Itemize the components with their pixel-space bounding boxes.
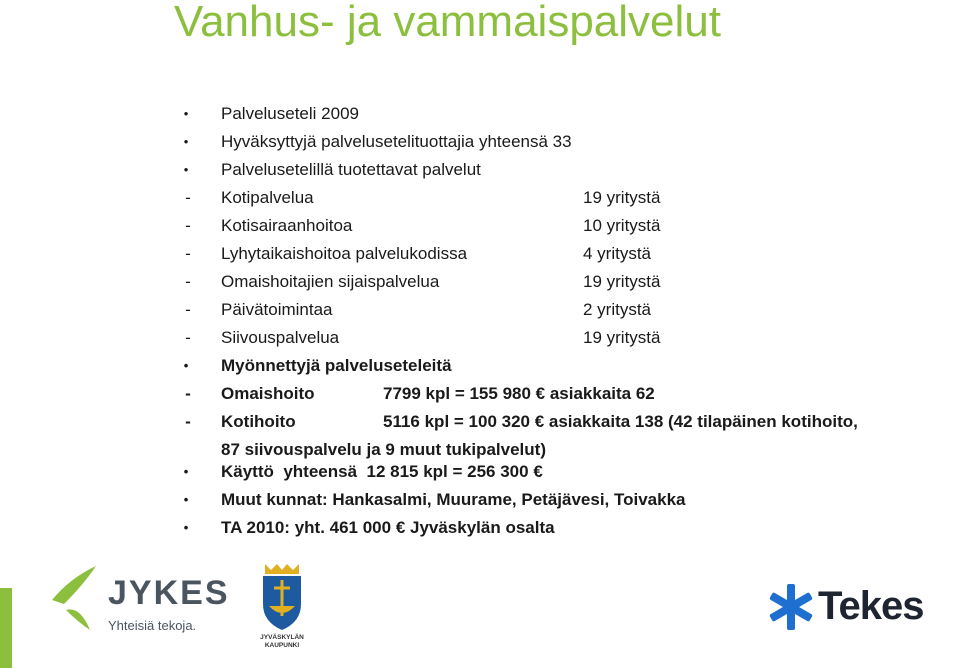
dash-marker: -	[185, 216, 191, 235]
item-value: 5116 kpl = 100 320 € asiakkaita 138 (42 tilapäinen kotihoito,	[383, 412, 858, 431]
jykes-logo	[50, 560, 230, 640]
item-text: Kotipalvelua	[221, 188, 314, 207]
item-text: Kotihoito	[221, 412, 296, 431]
bullet-marker: •	[183, 464, 189, 479]
bullet-marker: •	[183, 106, 189, 121]
bullet-marker: •	[183, 162, 189, 177]
item-value-continued: 87 siivouspalvelu ja 9 muut tukipalvelut)	[221, 440, 546, 459]
dash-marker: -	[185, 384, 191, 403]
jyvaskyla-logo	[255, 560, 309, 668]
item-text: Käyttö yhteensä 12 815 kpl = 256 300 €	[221, 462, 543, 481]
dash-marker: -	[185, 300, 191, 319]
item-text: Siivouspalvelua	[221, 328, 340, 347]
page-title: Vanhus- ja vammaispalvelut	[174, 0, 721, 46]
item-value: 7799 kpl = 155 980 € asiakkaita 62	[383, 384, 655, 403]
item-value: 19 yritystä	[583, 188, 661, 207]
dash-marker: -	[185, 188, 191, 207]
dash-marker: -	[185, 328, 191, 347]
item-value: 2 yritystä	[583, 300, 652, 319]
jykes-leaf-icon	[50, 560, 108, 640]
item-value: 19 yritystä	[583, 272, 661, 291]
dash-marker: -	[185, 272, 191, 291]
item-text: TA 2010: yht. 461 000 € Jyväskylän osalta	[221, 518, 555, 537]
item-text: Lyhytaikaishoitoa palvelukodissa	[221, 244, 468, 263]
item-text: Muut kunnat: Hankasalmi, Muurame, Petäjävesi, Toivakka	[221, 490, 686, 509]
dash-marker: -	[185, 244, 191, 263]
item-text: Päivätoimintaa	[221, 300, 333, 319]
jykes-wordmark: JYKES	[108, 574, 230, 612]
item-text: Palveluseteli 2009	[221, 104, 359, 123]
bullet-marker: •	[183, 358, 189, 373]
jykes-slogan: Yhteisiä tekoja.	[108, 618, 197, 633]
bullet-marker: •	[183, 134, 189, 149]
item-text: Omaishoitajien sijaispalvelua	[221, 272, 440, 291]
item-value: 4 yritystä	[583, 244, 652, 263]
coat-of-arms-icon	[255, 560, 309, 632]
jyvaskyla-caption: JYVÄSKYLÄN KAUPUNKI	[260, 634, 304, 649]
item-text: Hyväksyttyjä palvelusetelituottajia yhteensä 33	[221, 132, 572, 151]
dash-marker: -	[185, 412, 191, 431]
item-text: Kotisairaanhoitoa	[221, 216, 353, 235]
item-text: Myönnettyjä palveluseteleitä	[221, 356, 452, 375]
tekes-logo	[768, 580, 958, 640]
item-text: Palvelusetelillä tuotettavat palvelut	[221, 160, 481, 179]
item-value: 10 yritystä	[583, 216, 661, 235]
green-edge-stripe	[0, 588, 12, 668]
item-value: 19 yritystä	[583, 328, 661, 347]
tekes-wordmark: Tekes	[818, 584, 924, 628]
bullet-marker: •	[183, 492, 189, 507]
item-text: Omaishoito	[221, 384, 315, 403]
bullet-marker: •	[183, 520, 189, 535]
tekes-star-icon	[768, 582, 814, 632]
